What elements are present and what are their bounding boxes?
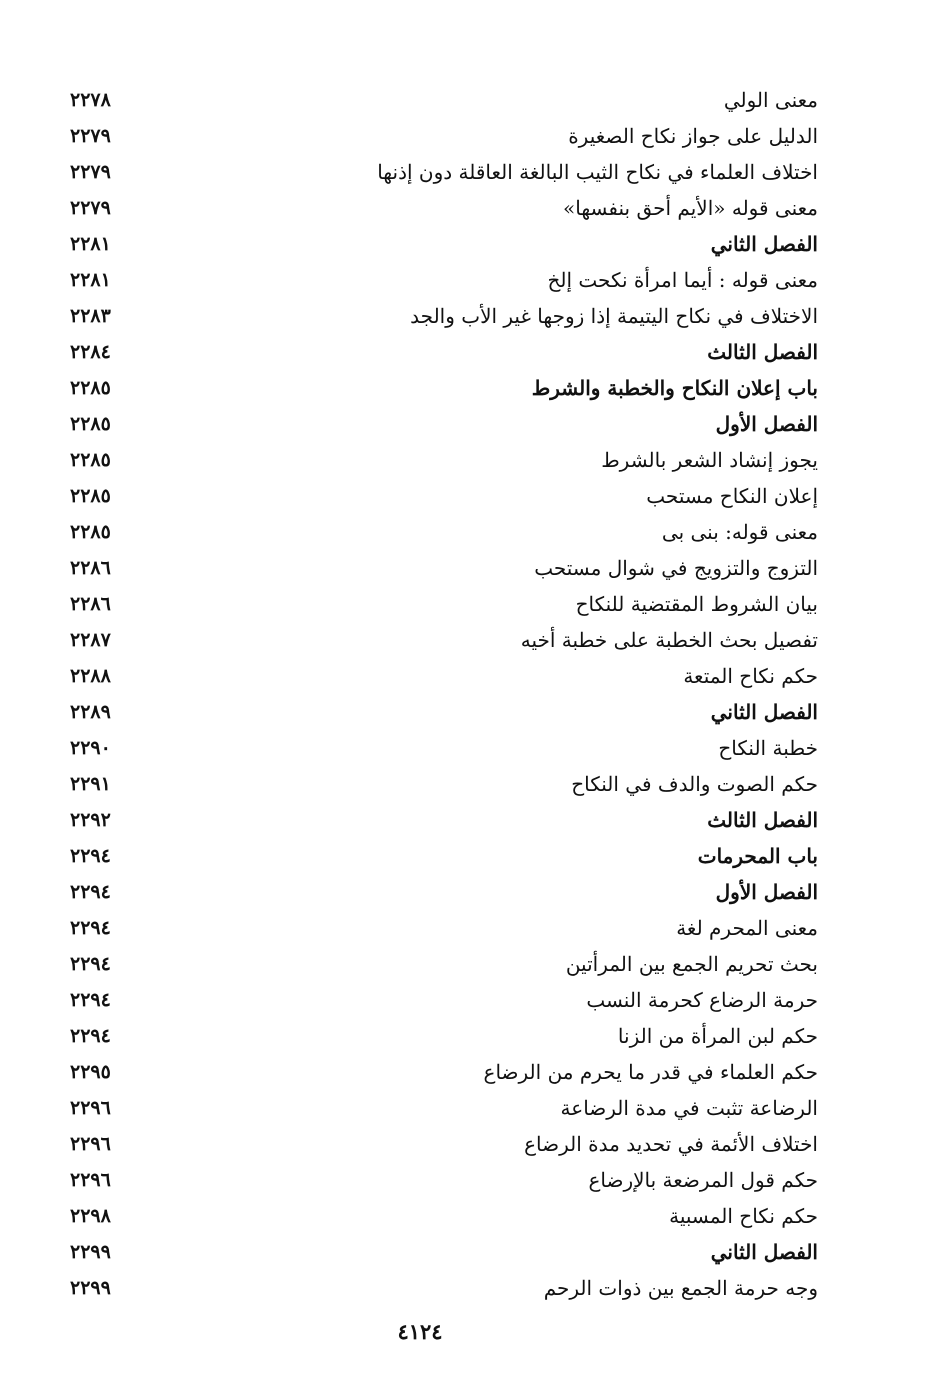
toc-entry [0,1198,940,1234]
toc-entry [0,82,940,118]
toc-entry [0,658,940,694]
toc-entry [0,946,940,982]
toc-entry-page-number: ٢٢٧٩ [70,125,111,147]
toc-section-heading [0,802,940,838]
toc-entry-title: بيان الشروط المقتضية للنكاح [575,592,818,616]
toc-entry-page-number: ٢٢٩٤ [70,953,111,975]
toc-entry-title: إعلان النكاح مستحب [646,484,818,508]
toc-entry [0,1054,940,1090]
toc-entry [0,154,940,190]
toc-entry [0,1018,940,1054]
toc-entry-page-number: ٢٢٩٤ [70,1025,111,1047]
toc-entry-page-number: ٢٢٨٧ [70,629,111,651]
toc-entry-page-number: ٢٢٨١ [70,233,111,255]
toc-entry-title: الرضاعة تثبت في مدة الرضاعة [560,1096,818,1120]
toc-entry-title: حكم الصوت والدف في النكاح [571,772,818,796]
toc-entry-page-number: ٢٢٨٥ [70,521,111,543]
toc-entry [0,262,940,298]
toc-entry-title: الفصل الأول [715,880,818,904]
toc-entry-title: الفصل الثاني [710,700,818,724]
toc-entry [0,442,940,478]
toc-entry [0,622,940,658]
toc-entry-title: الفصل الثاني [710,232,818,256]
toc-entry [0,190,940,226]
toc-entry [0,514,940,550]
toc-entry-title: الفصل الثاني [710,1240,818,1264]
toc-entry [0,1270,940,1306]
toc-entry-page-number: ٢٢٩١ [70,773,111,795]
toc-entry [0,1126,940,1162]
page-number: ٤١٢٤ [397,1319,443,1344]
toc-entry-page-number: ٢٢٨٥ [70,485,111,507]
toc-section-heading [0,406,940,442]
toc-section-heading [0,334,940,370]
toc-section-heading [0,226,940,262]
toc-entry-title: حكم نكاح المسبية [669,1204,818,1228]
toc-entry-page-number: ٢٢٩٩ [70,1241,111,1263]
toc-entry [0,550,940,586]
toc-entry-title: تفصيل بحث الخطبة على خطبة أخيه [520,628,818,652]
toc-entry-page-number: ٢٢٨٤ [70,341,111,363]
toc-entry-title: اختلاف العلماء في نكاح الثيب البالغة العاقلة دون إذنها [377,160,818,184]
toc-section-heading [0,838,940,874]
toc-entry [0,586,940,622]
toc-entry-title: باب المحرمات [697,844,818,868]
toc-entry-title: معنى قوله: بنى بى [661,520,818,544]
toc-section-heading [0,694,940,730]
toc-entry-title: معنى قوله «الأيم أحق بنفسها» [563,196,818,220]
toc-entry-page-number: ٢٢٨٦ [70,593,111,615]
toc-entry-title: حرمة الرضاع كحرمة النسب [586,988,818,1012]
toc-entry-title: حكم قول المرضعة بالإرضاع [588,1168,818,1192]
toc-entry-page-number: ٢٢٨٨ [70,665,111,687]
toc-entry-page-number: ٢٢٨٥ [70,377,111,399]
toc-section-heading [0,874,940,910]
toc-entry-page-number: ٢٢٨٥ [70,413,111,435]
toc-entry-title: اختلاف الأئمة في تحديد مدة الرضاع [524,1132,818,1156]
toc-entry-page-number: ٢٢٨٩ [70,701,111,723]
toc-entry-title: حكم نكاح المتعة [683,664,818,688]
toc-entry-page-number: ٢٢٩٦ [70,1169,111,1191]
toc-entry-page-number: ٢٢٩٥ [70,1061,111,1083]
toc-entry-title: معنى المحرم لغة [676,916,818,940]
toc-entry-page-number: ٢٢٧٩ [70,197,111,219]
toc-entry-title: بحث تحريم الجمع بين المرأتين [565,952,818,976]
toc-entry-page-number: ٢٢٩٩ [70,1277,111,1299]
toc-entry-page-number: ٢٢٩٤ [70,881,111,903]
toc-entry-title: يجوز إنشاد الشعر بالشرط [601,448,818,472]
toc-entry-page-number: ٢٢٧٩ [70,161,111,183]
toc-entry-title: الفصل الثالث [707,340,818,364]
toc-entry-page-number: ٢٢٩٢ [70,809,111,831]
toc-entry-title: خطبة النكاح [718,736,818,760]
toc-entry-title: باب إعلان النكاح والخطبة والشرط [531,376,818,400]
toc-entry-page-number: ٢٢٨١ [70,269,111,291]
toc-entry-title: معنى قوله : أيما امرأة نكحت إلخ [547,268,818,292]
toc-entry-page-number: ٢٢٩٨ [70,1205,111,1227]
toc-section-heading [0,1234,940,1270]
toc-section-heading [0,370,940,406]
toc-entry [0,910,940,946]
toc-entry-page-number: ٢٢٨٦ [70,557,111,579]
toc-entry [0,730,940,766]
toc-entry [0,766,940,802]
toc-entry-title: معنى الولي [723,88,818,112]
table-of-contents [0,82,940,1306]
toc-entry-page-number: ٢٢٩٦ [70,1133,111,1155]
toc-entry [0,298,940,334]
toc-entry-page-number: ٢٢٩٤ [70,845,111,867]
toc-entry-page-number: ٢٢٩٠ [70,737,111,759]
toc-entry-page-number: ٢٢٩٤ [70,989,111,1011]
toc-entry-title: حكم لبن المرأة من الزنا [617,1024,818,1048]
toc-entry [0,118,940,154]
toc-entry-page-number: ٢٢٨٥ [70,449,111,471]
toc-entry-title: الفصل الأول [715,412,818,436]
toc-entry [0,982,940,1018]
toc-entry-page-number: ٢٢٩٤ [70,917,111,939]
toc-entry-page-number: ٢٢٨٣ [70,305,111,327]
toc-entry [0,478,940,514]
toc-entry-title: الدليل على جواز نكاح الصغيرة [568,124,818,148]
toc-entry-title: حكم العلماء في قدر ما يحرم من الرضاع [483,1060,818,1084]
toc-entry-title: الاختلاف في نكاح اليتيمة إذا زوجها غير الأب والجد [410,304,818,328]
toc-entry [0,1090,940,1126]
toc-entry-title: الفصل الثالث [707,808,818,832]
toc-entry [0,1162,940,1198]
toc-entry-title: التزوج والتزويج في شوال مستحب [534,556,818,580]
toc-entry-page-number: ٢٢٧٨ [70,89,111,111]
toc-entry-title: وجه حرمة الجمع بين ذوات الرحم [543,1276,818,1300]
toc-entry-page-number: ٢٢٩٦ [70,1097,111,1119]
